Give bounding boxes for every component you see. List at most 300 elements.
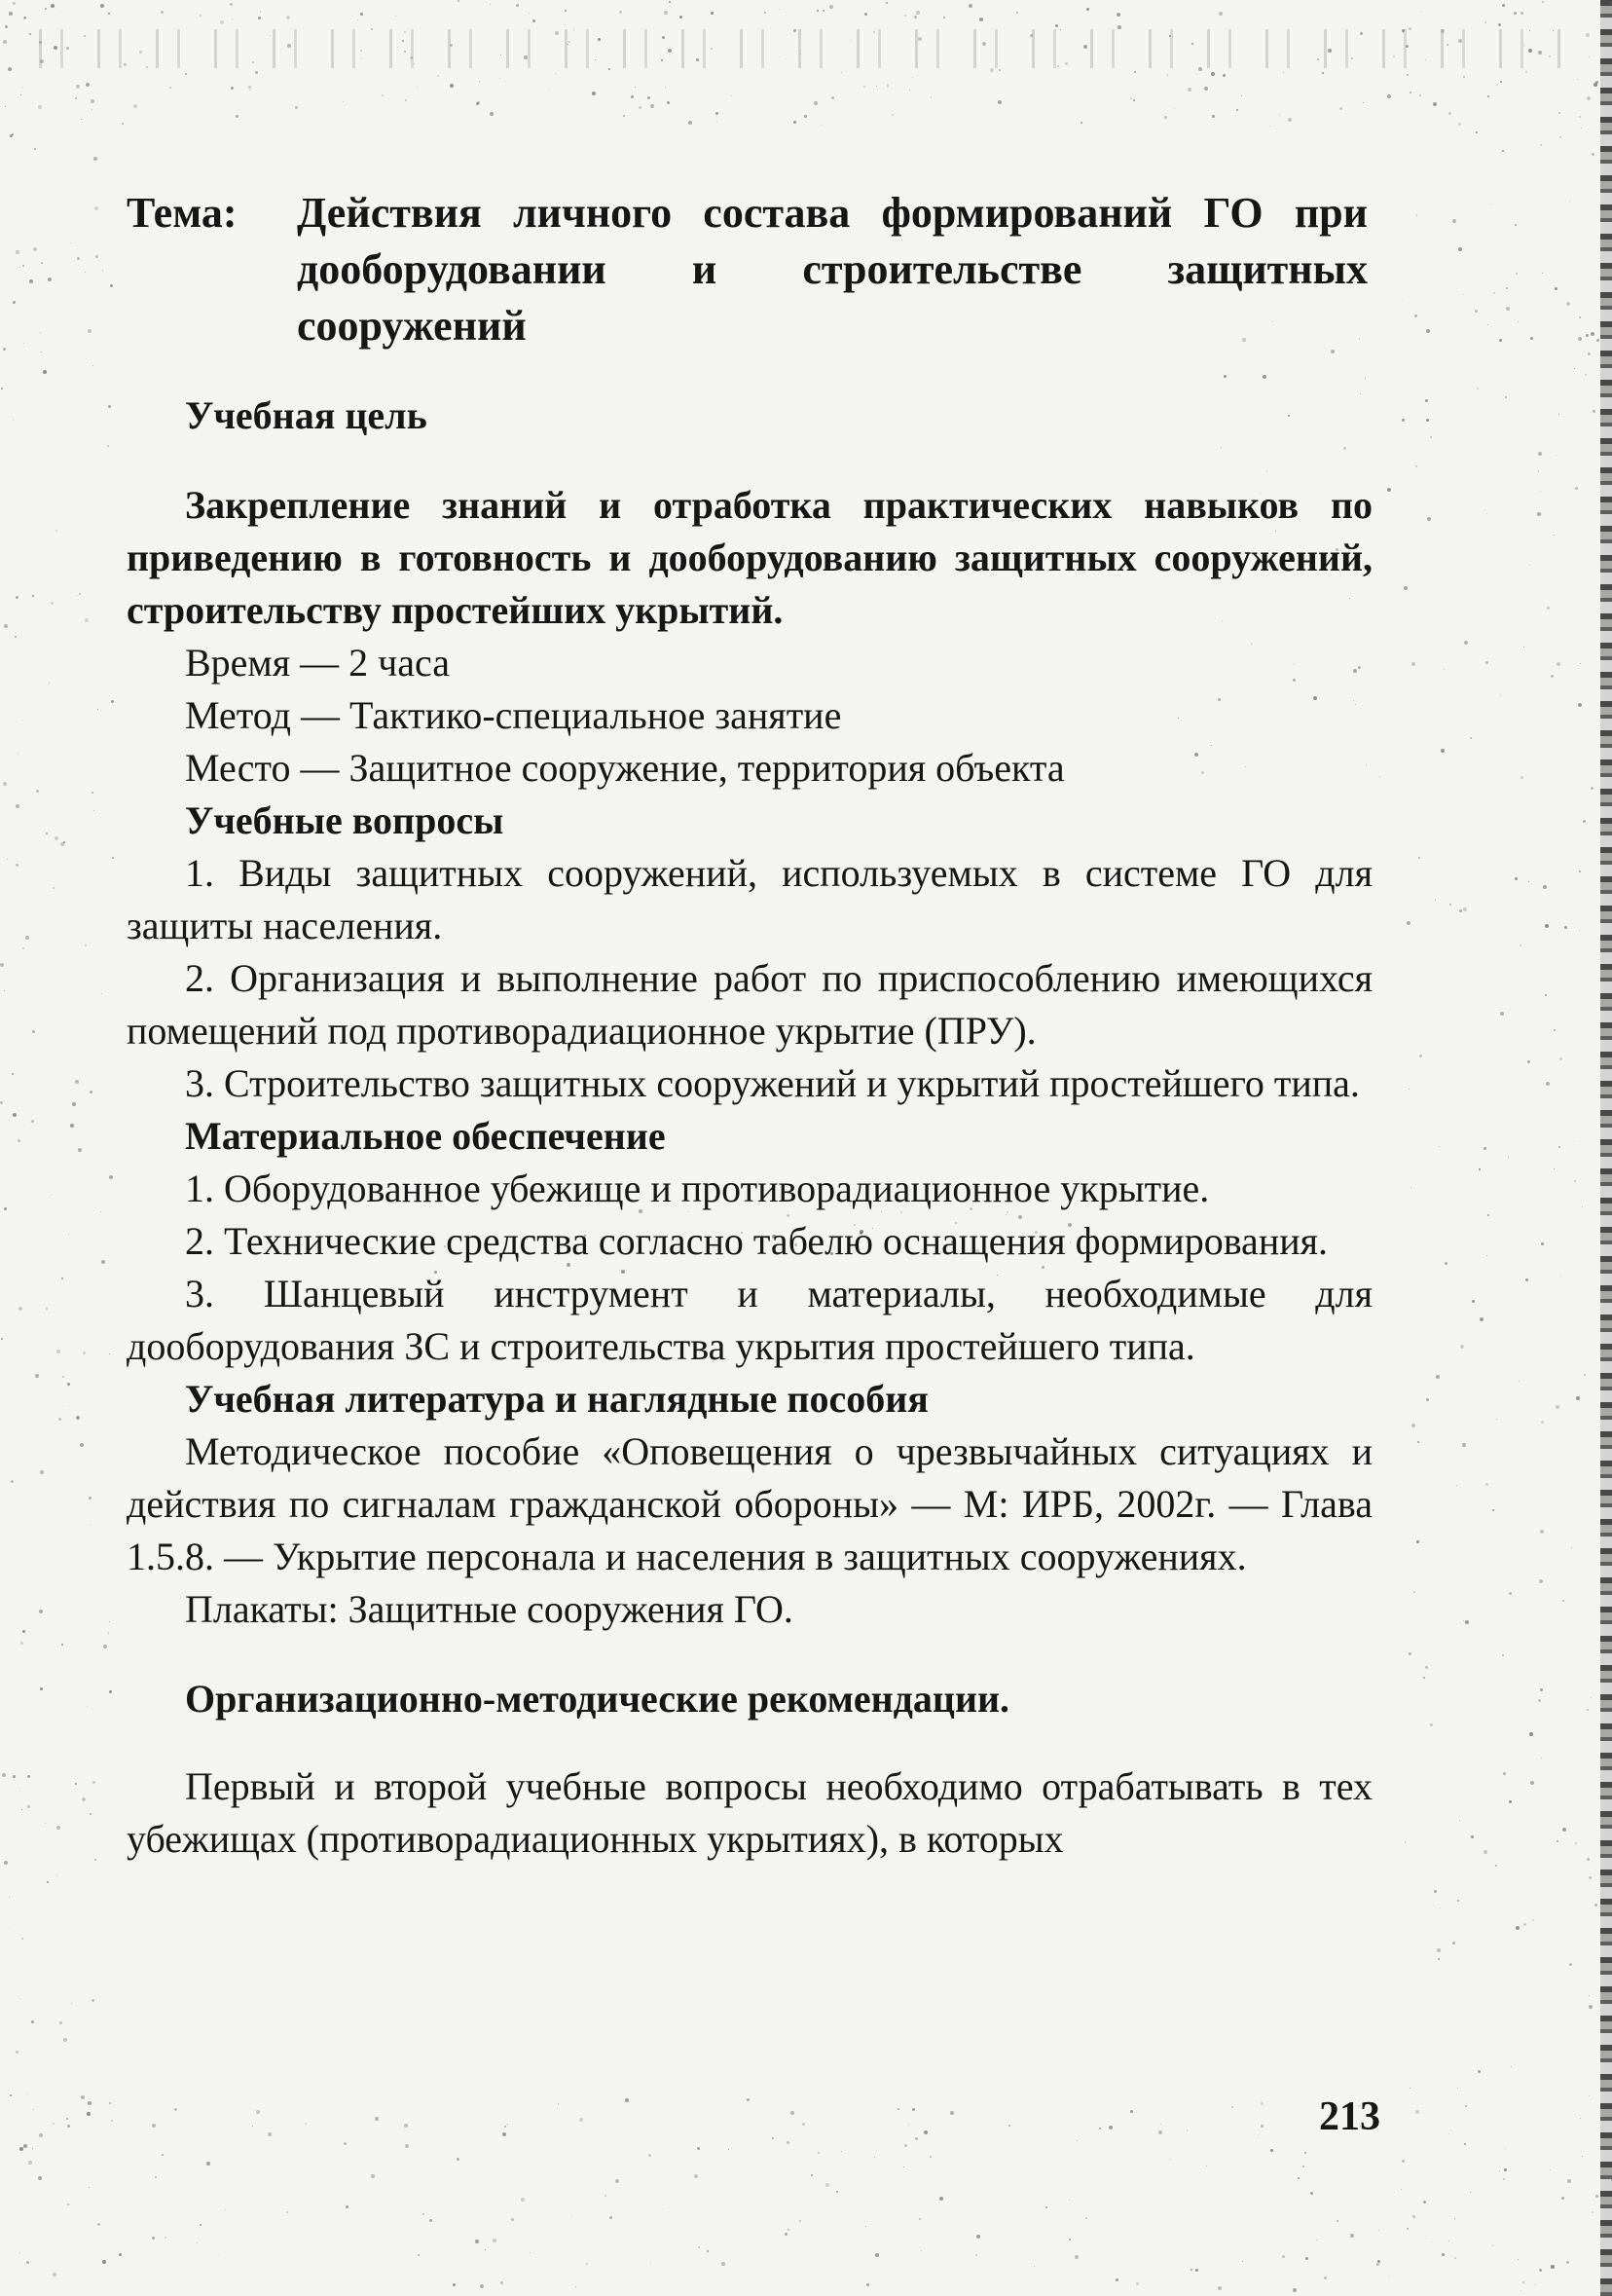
literature-item-1: Методическое пособие «Оповещения о чрезвычайных ситуациях и действия по сигналам гражданской обороны» — М: ИРБ, 2002г. — Глава 1.5.8. — Укрытие персонала и населения в защитных сооружениях. bbox=[127, 1429, 1373, 1578]
scan-speck bbox=[87, 1706, 88, 1707]
scan-speck bbox=[13, 1113, 17, 1117]
scan-speck bbox=[346, 2205, 348, 2208]
scan-speck bbox=[1415, 2110, 1419, 2114]
scan-speck bbox=[450, 44, 453, 47]
scan-speck bbox=[694, 2174, 698, 2178]
scan-speck bbox=[1465, 2105, 1467, 2107]
scan-speck bbox=[1515, 877, 1518, 880]
scan-speck bbox=[161, 11, 164, 14]
scan-speck bbox=[90, 1525, 91, 1526]
scan-speck bbox=[85, 272, 86, 273]
scan-speck bbox=[1490, 204, 1491, 205]
scan-speck bbox=[437, 75, 439, 77]
scan-speck bbox=[1485, 1483, 1488, 1486]
scan-speck bbox=[395, 16, 396, 17]
scan-speck bbox=[608, 68, 610, 70]
scan-speck bbox=[1561, 2197, 1564, 2200]
scan-speck bbox=[1420, 11, 1421, 12]
scan-speck bbox=[1496, 84, 1498, 86]
scan-speck bbox=[1539, 1579, 1543, 1583]
scan-speck bbox=[38, 2176, 42, 2180]
scan-speck bbox=[60, 842, 64, 846]
recommendations-heading: Организационно-методические рекомендации. bbox=[185, 1677, 1010, 1721]
scan-speck bbox=[55, 836, 58, 840]
scan-speck bbox=[999, 69, 1001, 71]
scan-speck bbox=[1411, 1424, 1415, 1427]
topic-title: Действия личного состава формирований ГО при дооборудовании и строительстве защитных сооружений bbox=[297, 189, 1368, 350]
scan-speck bbox=[9, 1927, 10, 1928]
scan-speck bbox=[1410, 1187, 1411, 1188]
scan-speck bbox=[1542, 1, 1544, 3]
scan-speck bbox=[75, 97, 77, 99]
scan-speck bbox=[1588, 352, 1591, 355]
scan-speck bbox=[200, 2224, 202, 2226]
scan-speck bbox=[1452, 1942, 1455, 1944]
scan-speck bbox=[1117, 25, 1121, 29]
scan-speck bbox=[5, 106, 6, 107]
scan-speck bbox=[1520, 776, 1523, 779]
goal-heading: Учебная цель bbox=[185, 393, 427, 437]
scan-speck bbox=[1167, 74, 1168, 75]
scan-speck bbox=[22, 1630, 25, 1633]
scan-speck bbox=[1523, 1923, 1526, 1926]
scan-speck bbox=[32, 2148, 33, 2149]
scan-speck bbox=[48, 278, 52, 281]
scan-speck bbox=[1585, 374, 1587, 376]
scan-speck bbox=[1302, 2166, 1304, 2167]
scan-speck bbox=[9, 1897, 10, 1898]
scan-speck bbox=[1554, 535, 1555, 536]
scan-speck bbox=[802, 2123, 805, 2126]
scan-speck bbox=[1478, 2070, 1481, 2073]
scan-speck bbox=[1502, 150, 1504, 152]
scan-speck bbox=[1317, 58, 1319, 60]
scan-speck bbox=[7, 859, 8, 860]
scan-speck bbox=[1503, 2178, 1505, 2180]
scan-speck bbox=[70, 242, 71, 243]
material-item-2: 2. Технические средства согласно табелю оснащения формирования. bbox=[185, 1219, 1329, 1263]
scan-speck bbox=[836, 2191, 838, 2193]
scan-speck bbox=[32, 595, 34, 597]
scan-speck bbox=[92, 1999, 94, 2002]
scan-speck bbox=[1402, 2160, 1405, 2163]
scan-speck bbox=[568, 41, 570, 43]
scan-speck bbox=[1579, 116, 1581, 118]
scan-speck bbox=[33, 247, 37, 251]
scan-speck bbox=[53, 2273, 56, 2277]
scan-speck bbox=[1236, 109, 1238, 111]
scan-speck bbox=[1528, 49, 1532, 53]
scan-speck bbox=[619, 11, 622, 14]
scan-speck bbox=[1174, 108, 1175, 109]
scan-speck bbox=[4, 1207, 7, 1210]
scan-speck bbox=[61, 1644, 63, 1646]
scan-speck bbox=[1589, 1876, 1592, 1879]
scan-speck bbox=[15, 636, 17, 638]
scan-speck bbox=[1571, 1547, 1572, 1548]
scan-speck bbox=[480, 2284, 484, 2288]
scan-speck bbox=[16, 2051, 18, 2054]
scan-speck bbox=[669, 1, 671, 3]
scan-speck bbox=[887, 85, 889, 87]
scan-speck bbox=[47, 1881, 49, 1883]
scan-speck bbox=[22, 720, 23, 721]
scan-speck bbox=[943, 17, 945, 19]
scan-speck bbox=[1363, 102, 1364, 103]
scan-speck bbox=[1564, 926, 1567, 929]
scan-speck bbox=[1, 1338, 3, 1340]
scan-speck bbox=[1160, 2124, 1161, 2125]
scan-speck bbox=[24, 1125, 25, 1126]
scan-speck bbox=[715, 112, 718, 115]
scan-speck bbox=[1293, 2288, 1297, 2292]
scan-speck bbox=[814, 101, 818, 105]
scan-speck bbox=[648, 2154, 651, 2157]
scan-speck bbox=[1305, 2257, 1308, 2260]
scan-speck bbox=[1589, 2095, 1590, 2096]
scan-speck bbox=[921, 2250, 922, 2251]
scan-speck bbox=[1117, 13, 1120, 17]
scan-speck bbox=[1387, 94, 1391, 98]
scan-speck bbox=[595, 59, 596, 60]
scan-speck bbox=[101, 1260, 105, 1264]
scan-speck bbox=[219, 2255, 220, 2256]
material-heading: Материальное обеспечение bbox=[185, 1114, 666, 1158]
scan-speck bbox=[1486, 513, 1487, 514]
scan-speck bbox=[112, 857, 114, 859]
scan-speck bbox=[1427, 517, 1431, 521]
scan-speck bbox=[3, 348, 6, 351]
scan-speck bbox=[46, 833, 48, 834]
scan-speck bbox=[1503, 1772, 1506, 1775]
scan-speck bbox=[1525, 1278, 1528, 1281]
scan-speck bbox=[1456, 1485, 1457, 1486]
scan-speck bbox=[1514, 12, 1517, 15]
scan-speck bbox=[1045, 2206, 1047, 2208]
goal-text: Закрепление знаний и отработка практических навыков по приведению в готовность и дооборудованию защитных сооружений, строительству простейших укрытий. bbox=[127, 483, 1373, 632]
scan-speck bbox=[912, 77, 913, 78]
scan-speck bbox=[1587, 96, 1591, 100]
scan-speck bbox=[146, 66, 148, 68]
scan-speck bbox=[1554, 1168, 1555, 1169]
scan-speck bbox=[1574, 1140, 1575, 1141]
scan-speck bbox=[1328, 49, 1332, 53]
scan-speck bbox=[1241, 95, 1242, 96]
scan-speck bbox=[1198, 67, 1202, 71]
scan-speck bbox=[1430, 1723, 1433, 1726]
scan-speck bbox=[635, 87, 636, 88]
scan-speck bbox=[1550, 2169, 1551, 2170]
scan-speck bbox=[1458, 247, 1462, 251]
scan-speck bbox=[51, 602, 54, 605]
scan-speck bbox=[169, 87, 171, 89]
scan-speck bbox=[1579, 930, 1580, 931]
scan-speck bbox=[1586, 334, 1589, 337]
scan-speck bbox=[1575, 487, 1578, 490]
scan-speck bbox=[34, 148, 36, 150]
scan-speck bbox=[109, 1175, 113, 1179]
scan-speck bbox=[111, 700, 114, 703]
scan-speck bbox=[107, 445, 109, 447]
scan-speck bbox=[90, 1091, 92, 1093]
scan-speck bbox=[1589, 1995, 1590, 1996]
scan-speck bbox=[696, 58, 699, 61]
scan-speck bbox=[764, 12, 766, 14]
scan-speck bbox=[1476, 131, 1478, 133]
scan-speck bbox=[1195, 2269, 1198, 2272]
scan-speck bbox=[83, 1352, 86, 1354]
scan-speck bbox=[31, 1120, 34, 1123]
scan-speck bbox=[21, 1809, 22, 1810]
scan-speck bbox=[36, 790, 39, 793]
scan-speck bbox=[231, 87, 234, 90]
scan-speck bbox=[500, 2281, 503, 2284]
scan-speck bbox=[711, 12, 714, 15]
scan-speck bbox=[1409, 1089, 1410, 1090]
scan-speck bbox=[92, 792, 93, 794]
scan-speck bbox=[108, 405, 111, 408]
scan-speck bbox=[1541, 1758, 1542, 1759]
scan-speck bbox=[252, 2126, 253, 2127]
scan-speck bbox=[109, 2102, 111, 2104]
scan-speck bbox=[909, 90, 910, 91]
scan-speck bbox=[679, 16, 682, 19]
scan-speck bbox=[220, 20, 224, 24]
scan-speck bbox=[1419, 94, 1421, 96]
scan-speck bbox=[1577, 79, 1578, 80]
scan-speck bbox=[1582, 2156, 1583, 2157]
scan-speck bbox=[904, 2144, 907, 2147]
scan-speck bbox=[969, 4, 972, 8]
scan-speck bbox=[1218, 2286, 1222, 2290]
scan-speck bbox=[20, 1642, 23, 1645]
scan-speck bbox=[3, 40, 7, 44]
scan-speck bbox=[529, 13, 530, 14]
scan-speck bbox=[1099, 2128, 1101, 2129]
questions-heading: Учебные вопросы bbox=[185, 798, 504, 842]
scan-speck bbox=[1322, 72, 1324, 74]
scan-speck bbox=[1500, 1012, 1504, 1016]
scan-speck bbox=[418, 2254, 420, 2256]
scan-speck bbox=[1535, 2284, 1536, 2285]
scan-speck bbox=[490, 112, 494, 116]
scan-speck bbox=[1587, 1858, 1590, 1861]
scan-speck bbox=[851, 40, 852, 41]
scan-speck bbox=[0, 963, 4, 967]
scan-edge-right bbox=[1600, 0, 1612, 2296]
scan-speck bbox=[165, 2237, 166, 2239]
scan-speck bbox=[1258, 2134, 1259, 2135]
scan-speck bbox=[18, 1307, 22, 1311]
scan-speck bbox=[1075, 2255, 1079, 2259]
scan-speck bbox=[1542, 273, 1543, 274]
scan-speck bbox=[1578, 703, 1582, 707]
scan-speck bbox=[22, 265, 24, 267]
scan-speck bbox=[1576, 1396, 1580, 1400]
scan-speck bbox=[1458, 123, 1461, 126]
scan-speck bbox=[1448, 112, 1451, 115]
scan-speck bbox=[772, 2137, 774, 2139]
recommendations-text: Первый и второй учебные вопросы необходимо отрабатывать в тех убежищах (противорадиационных укрытиях), в которых bbox=[127, 1764, 1373, 1861]
literature-heading: Учебная литература и наглядные пособия bbox=[185, 1377, 929, 1421]
scan-speck bbox=[1499, 2170, 1500, 2171]
scan-speck bbox=[1008, 2125, 1010, 2127]
scan-speck bbox=[39, 2133, 43, 2137]
scan-speck bbox=[52, 1195, 53, 1196]
scan-speck bbox=[90, 1813, 92, 1815]
scan-speck bbox=[155, 2176, 157, 2178]
scan-speck bbox=[1279, 114, 1280, 115]
scan-speck bbox=[85, 618, 89, 622]
scan-speck bbox=[16, 864, 18, 867]
scan-speck bbox=[1487, 324, 1488, 325]
scan-speck bbox=[3, 782, 7, 786]
scan-speck bbox=[404, 31, 406, 33]
scan-speck bbox=[1596, 339, 1599, 342]
scan-speck bbox=[256, 2110, 260, 2114]
scan-speck bbox=[93, 810, 94, 811]
scan-speck bbox=[1592, 2211, 1594, 2213]
scan-speck bbox=[716, 121, 717, 122]
scan-speck bbox=[185, 73, 187, 75]
scan-speck bbox=[698, 2246, 700, 2248]
scan-speck bbox=[1579, 316, 1581, 318]
scan-speck bbox=[1310, 2192, 1313, 2195]
scan-speck bbox=[94, 1859, 96, 1861]
scan-speck bbox=[305, 2123, 307, 2125]
scan-speck bbox=[61, 1278, 63, 1279]
scan-speck bbox=[1407, 921, 1410, 925]
scan-speck bbox=[1559, 136, 1561, 138]
scan-speck bbox=[914, 16, 917, 19]
scan-speck bbox=[1515, 224, 1517, 226]
scan-speck bbox=[1402, 419, 1405, 422]
scan-speck bbox=[864, 13, 867, 16]
scan-speck bbox=[76, 1416, 80, 1420]
scan-speck bbox=[1529, 565, 1530, 566]
scan-speck bbox=[1486, 1255, 1487, 1256]
scan-speck bbox=[975, 2254, 977, 2256]
scan-speck bbox=[56, 1826, 60, 1830]
scan-speck bbox=[1591, 787, 1594, 790]
scan-speck bbox=[1554, 1029, 1556, 1031]
scan-speck bbox=[688, 121, 692, 125]
scan-speck bbox=[1403, 32, 1404, 33]
scan-speck bbox=[93, 157, 97, 161]
scan-speck bbox=[1509, 1592, 1512, 1595]
scan-speck bbox=[16, 250, 19, 254]
scan-speck bbox=[904, 15, 906, 17]
scan-speck bbox=[1470, 737, 1472, 739]
scan-speck bbox=[1465, 1620, 1469, 1624]
scan-speck bbox=[1470, 2192, 1471, 2193]
scan-speck bbox=[1411, 662, 1415, 666]
scan-speck bbox=[1298, 2177, 1300, 2179]
scan-speck bbox=[475, 2240, 479, 2243]
scan-speck bbox=[799, 2220, 801, 2222]
scan-speck bbox=[822, 125, 823, 126]
scan-speck bbox=[1, 388, 3, 389]
scan-speck bbox=[230, 3, 233, 6]
scan-speck bbox=[1423, 1677, 1425, 1679]
scan-speck bbox=[76, 595, 77, 596]
scan-speck bbox=[35, 1374, 39, 1378]
scan-speck bbox=[18, 1139, 20, 1142]
scan-speck bbox=[1463, 76, 1465, 78]
scan-speck bbox=[575, 2286, 576, 2287]
scan-speck bbox=[1545, 924, 1549, 928]
scan-speck bbox=[1464, 2143, 1466, 2145]
scan-speck bbox=[530, 2252, 531, 2253]
scan-speck bbox=[825, 2183, 829, 2187]
scan-speck bbox=[811, 2174, 813, 2176]
scan-speck bbox=[100, 4, 104, 8]
scan-speck bbox=[665, 87, 666, 88]
scan-speck bbox=[1454, 2257, 1456, 2259]
scan-speck bbox=[1417, 1441, 1419, 1443]
scan-speck bbox=[1269, 126, 1270, 127]
scan-speck bbox=[1324, 2277, 1327, 2279]
scan-speck bbox=[249, 90, 250, 91]
scan-speck bbox=[823, 10, 824, 12]
scan-speck bbox=[1538, 452, 1542, 456]
scan-speck bbox=[1587, 1709, 1589, 1711]
scan-speck bbox=[1558, 112, 1560, 114]
scan-speck bbox=[404, 2124, 408, 2128]
scan-speck bbox=[1527, 1060, 1530, 1063]
scan-speck bbox=[405, 2144, 409, 2148]
scan-speck bbox=[1448, 2240, 1449, 2241]
scan-speck bbox=[1538, 471, 1539, 472]
scan-speck bbox=[1463, 1620, 1464, 1621]
scan-speck bbox=[24, 17, 26, 19]
scan-speck bbox=[1130, 97, 1132, 99]
scan-speck bbox=[886, 2, 888, 4]
scan-speck bbox=[1425, 399, 1428, 402]
scan-speck bbox=[1492, 2245, 1493, 2246]
scan-speck bbox=[1211, 72, 1215, 76]
scan-speck bbox=[1288, 118, 1292, 122]
scan-speck bbox=[1540, 1688, 1543, 1691]
scan-speck bbox=[1558, 1146, 1560, 1148]
scan-speck bbox=[1591, 332, 1594, 336]
scan-speck bbox=[1136, 2282, 1139, 2285]
scan-speck bbox=[625, 2098, 629, 2102]
scan-speck bbox=[1506, 307, 1510, 311]
scan-speck bbox=[829, 5, 833, 9]
scan-speck bbox=[21, 1938, 23, 1940]
scan-speck bbox=[1594, 1904, 1597, 1907]
scan-speck bbox=[818, 2152, 820, 2154]
scan-speck bbox=[1471, 1835, 1474, 1838]
scan-speck bbox=[71, 2003, 72, 2004]
scan-speck bbox=[174, 2108, 177, 2111]
scan-speck bbox=[9, 12, 13, 16]
scan-speck bbox=[40, 1470, 44, 1474]
scan-speck bbox=[490, 4, 491, 5]
scan-speck bbox=[1339, 107, 1342, 110]
scan-speck bbox=[1410, 92, 1411, 93]
scan-speck bbox=[1164, 116, 1167, 119]
scan-speck bbox=[707, 2250, 709, 2252]
scan-speck bbox=[908, 2124, 909, 2125]
scan-speck bbox=[67, 2125, 70, 2128]
scan-speck bbox=[1502, 1654, 1504, 1656]
scan-speck bbox=[1426, 1398, 1429, 1401]
scan-speck bbox=[1448, 2133, 1449, 2134]
scan-speck bbox=[2, 1773, 6, 1777]
scan-speck bbox=[119, 2253, 122, 2256]
